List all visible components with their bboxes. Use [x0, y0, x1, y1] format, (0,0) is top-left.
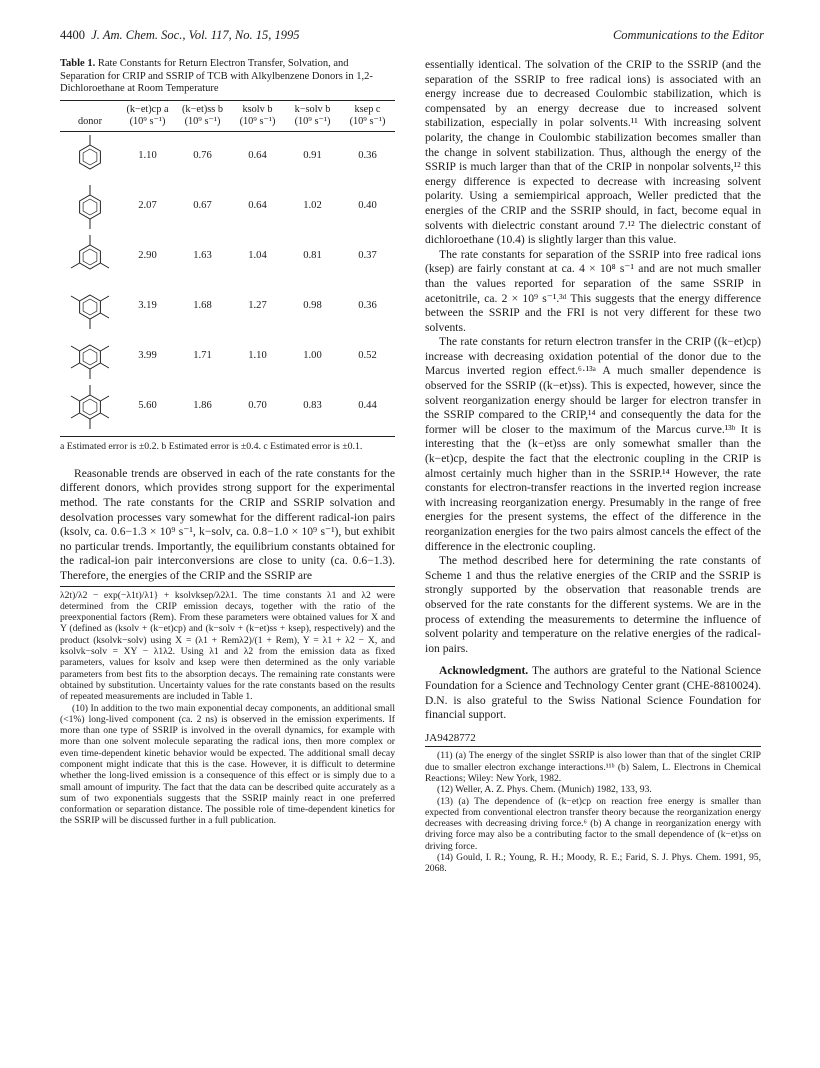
section-title: Communications to the Editor: [612, 28, 764, 42]
page-header-left: [60, 28, 299, 43]
acknowledgment-label: Acknowledgment.: [439, 664, 529, 678]
value-k-solv: 0.70: [248, 400, 267, 412]
value-k-minus-solv: 0.83: [303, 400, 322, 412]
body-paragraph: The rate constants for separation of the SSRIP into free radical ions (ksep) are fairly constant at ca. 4 × 10⁸ s⁻¹ and are not much smaller than the values reported for separation of the same SSRIP in acetonitrile, ca. 2 × 10⁹ s⁻¹.³ᵈ This suggests that the energy difference between the SSRIP and the FRI is not very different for these two solvents.: [425, 247, 761, 334]
value-k-sep: 0.37: [358, 250, 377, 262]
reference-11: (11) (a) The energy of the singlet SSRIP is also lower than that of the singlet CRIP due to smaller electron exchange interactions.¹¹ᵇ (b) Salem, L. Electrons in Chemical Reactions; Wiley: New York, 1982.: [425, 750, 761, 784]
reference-12: (12) Weller, A. Z. Phys. Chem. (Munich) 1982, 133, 93.: [437, 784, 652, 796]
col-header-k-et-ss: (k−et)ss b (10⁹ s⁻¹): [182, 103, 223, 127]
references-separator: [425, 746, 761, 747]
value-k-et-cp: 2.07: [138, 200, 157, 212]
value-k-et-cp: 3.99: [138, 350, 157, 362]
body-paragraph: The rate constants for return electron transfer in the CRIP ((k−et)cp) increase with decreasing oxidation potential of the donor due to the Marcus inverted region effect.⁶·¹³ᵃ A much smaller dependence is observed for the SSRIP ((k−et)ss). This is expected, however, since the solvent reorganization energy should be larger for electron transfer in the SSRIP compared to the CRIP,¹⁴ and consequently the data for the former will be closer to the maximum of the Marcus curve.¹³ᵇ It is interesting that the (k−et)ss are only somewhat smaller than the (k−et)cp, despite the fact that the electronic coupling in the CRIP is almost certainly much higher than in the SSRIP.¹⁴ However, the rate constants for electron-transfer reactions in the inverted region increase with increasing reorganization energy. Presumably in the range of free energies for the present systems, the effect of the difference in the reorganization energies for the two pairs almost cancels the effect of the difference in the electronic coupling.: [425, 335, 761, 553]
table-bottom-rule: [60, 436, 395, 437]
manuscript-code: JA9428772: [425, 731, 476, 744]
col-header-k-sep: ksep c (10⁹ s⁻¹): [349, 103, 386, 127]
table-caption: [60, 58, 395, 96]
notes-separator: [60, 586, 395, 587]
table-caption-text: Rate Constants for Return Electron Transfer, Solvation, and Separation for CRIP and SSRIP of TCB with Alkylbenzene Donors in 1,2-Dichloroethane at Room Temperature: [60, 58, 373, 95]
value-k-minus-solv: 0.91: [303, 150, 322, 162]
value-k-sep: 0.36: [358, 150, 377, 162]
value-k-et-cp: 2.90: [138, 250, 157, 262]
value-k-sep: 0.36: [358, 300, 377, 312]
tetramethylbenzene-structure-icon: [60, 283, 120, 331]
table-row: [60, 382, 395, 432]
body-paragraph: Reasonable trends are observed in each of the rate constants for the different donors, which provides strong support for the experimental method. The rate constants for the CRIP and SSRIP solvation and desolvation processes vary somewhat for the different radical-ion pairs (ksolv, ca. 0.6−1.3 × 10⁹ s⁻¹, k−solv, ca. 0.8−1.0 × 10⁹ s⁻¹), but exhibit no particular trends. Importantly, the equilibrium constants obtained for the radical-ion pair interconversions are close to unity (ca. 0.6−1.3). Therefore, the energies of the CRIP and the SSRIP are: [60, 466, 395, 582]
value-k-et-cp: 3.19: [138, 300, 157, 312]
value-k-et-ss: 1.63: [193, 250, 212, 262]
trimethylbenzene-structure-icon: [60, 233, 120, 281]
value-k-et-cp: 5.60: [138, 400, 157, 412]
value-k-minus-solv: 0.81: [303, 250, 322, 262]
acknowledgment-text: The authors are grateful to the National Science Foundation for a Science and Technology Center grant (CHE-8810024). D.N. is also grateful to the Swiss National Science Foundation for financial support.: [425, 664, 761, 722]
value-k-sep: 0.52: [358, 350, 377, 362]
value-k-solv: 0.64: [248, 150, 267, 162]
note-10: (10) In addition to the two main exponential decay components, an additional small (<1%) long-lived component (ca. 2 ns) is observed in the emission experiments. If more than one type of SSRIP is involved in the overall dynamics, for example with more than one solvent molecule separating the radical ions, then more complex or even time-dependent kinetic behavior would be expected. The additional small decay component might indicate that this is the case. However, it is difficult to determine whether the long-lived emission is a consequence of this effect or is simply due to a small amount of impurity. The fact that the data can be described quite accurately as a sum of two exponentials suggests that the SSRIP mainly react in one preferred conformation or separation distance. The possible role of time-dependent kinetics for the SSRIP will be discussed further in a full publication.: [60, 702, 395, 827]
xylene-structure-icon: [60, 183, 120, 231]
value-k-et-cp: 1.10: [138, 150, 157, 162]
toluene-structure-icon: [60, 133, 120, 181]
table-row: [60, 232, 395, 282]
table-header: [60, 101, 395, 131]
value-k-et-ss: 0.76: [193, 150, 212, 162]
body-paragraph: essentially identical. The solvation of the CRIP to the SSRIP (and the separation of the SSRIP to free radical ions) is associated with an energy increase due to decreased Coulombic stabilization, which is compensated by an energy decrease due to increased solvent stabilization, especially in polar solvents.¹¹ With increasing solvent polarity, the change in Coulombic stabilization becomes smaller than the change in solvent stabilization. Thus, although the energy of the SSRIP is much larger than that of the CRIP in nonpolar solvents,¹² this energy difference is expected to decrease with increasing solvent polarity. Using a semiempirical approach, Weller predicted that the energies of the CRIP and the SSRIP should, in fact, become equal in solvents with dielectric constant around 7.¹² The dielectric constant of dichloroethane (10.4) is slightly larger than this value.: [425, 58, 761, 247]
value-k-solv: 1.04: [248, 250, 267, 262]
value-k-sep: 0.40: [358, 200, 377, 212]
page-number: 4400: [60, 28, 85, 42]
value-k-minus-solv: 1.02: [303, 200, 322, 212]
value-k-minus-solv: 1.00: [303, 350, 322, 362]
hexamethylbenzene-structure-icon: [60, 383, 120, 431]
body-paragraph: The method described here for determining the rate constants of Scheme 1 and thus the relative energies of the CRIP and the SSRIP is strongly supported by the observation that reasonable trends are observed for the rate constants for the different systems. We are in the process of extending the measurements to determine the influence of solvent polarity and temperature on the relative energies of the radical-ion pairs.: [425, 554, 761, 655]
pentamethylbenzene-structure-icon: [60, 333, 120, 381]
value-k-sep: 0.44: [358, 400, 377, 412]
table-row: [60, 332, 395, 382]
table-row: [60, 182, 395, 232]
reference-notes-left: [60, 590, 395, 827]
table-row: [60, 132, 395, 182]
col-header-k-et-cp: (k−et)cp a (10⁹ s⁻¹): [126, 103, 169, 127]
value-k-et-ss: 1.71: [193, 350, 212, 362]
value-k-solv: 1.10: [248, 350, 267, 362]
reference-14: (14) Gould, I. R.; Young, R. H.; Moody, R. E.; Farid, S. J. Phys. Chem. 1991, 95, 2068.: [425, 851, 761, 875]
acknowledgment: [425, 664, 761, 722]
value-k-minus-solv: 0.98: [303, 300, 322, 312]
left-column: [60, 58, 395, 827]
col-header-donor: donor: [77, 115, 103, 127]
table-row: [60, 282, 395, 332]
col-header-k-minus-solv: k−solv b (10⁹ s⁻¹): [294, 103, 331, 127]
reference-notes-right: [425, 750, 761, 874]
note-9-continued: λ2t)/λ2 − exp(−λ1t)/λ1} + ksolvksep/λ2λ1. The time constants λ1 and λ2 were determined from the CRIP emission decays, together with the ratio of the preexponential factors (Rem). From these parameters were obtained values for X and Y (defined as (ksolv + (k−et)cp) and (k−solv + (k−et)ss + ksep), respectively) and the product (ksolvk−solv) using X = (λ1 + Remλ2)/(1 + Rem), Y = λ1 + λ2 − X, and ksolvk−solv = XY − λ1λ2. Using λ1 and λ2 from the emission data as fixed parameters, values for ksolv and ksep were then determined as the only variable parameters from best fits to the absorption decays. The remaining rate constants were obtained by substitution. Uncertainty values for the rate constants based on the results of repeated measurements are included in Table 1.: [60, 589, 395, 703]
value-k-solv: 1.27: [248, 300, 267, 312]
value-k-et-ss: 0.67: [193, 200, 212, 212]
value-k-et-ss: 1.86: [193, 400, 212, 412]
value-k-solv: 0.64: [248, 200, 267, 212]
col-header-k-solv: ksolv b (10⁹ s⁻¹): [239, 103, 276, 127]
journal-citation: J. Am. Chem. Soc., Vol. 117, No. 15, 1995: [91, 28, 300, 42]
table-footnote: a Estimated error is ±0.2. b Estimated error is ±0.4. c Estimated error is ±0.1.: [60, 440, 363, 452]
table-label: Table 1.: [60, 58, 96, 69]
reference-13: (13) (a) The dependence of (k−et)cp on reaction free energy is smaller than expected from conventional electron transfer theory because the reorganization energy decreases with decreasing driving force.⁶ (b) A change in reorganization energy with driving force may also be a contributing factor to the small dependence of (k−et)ss on driving force.: [425, 795, 761, 852]
right-column: [425, 58, 761, 875]
value-k-et-ss: 1.68: [193, 300, 212, 312]
